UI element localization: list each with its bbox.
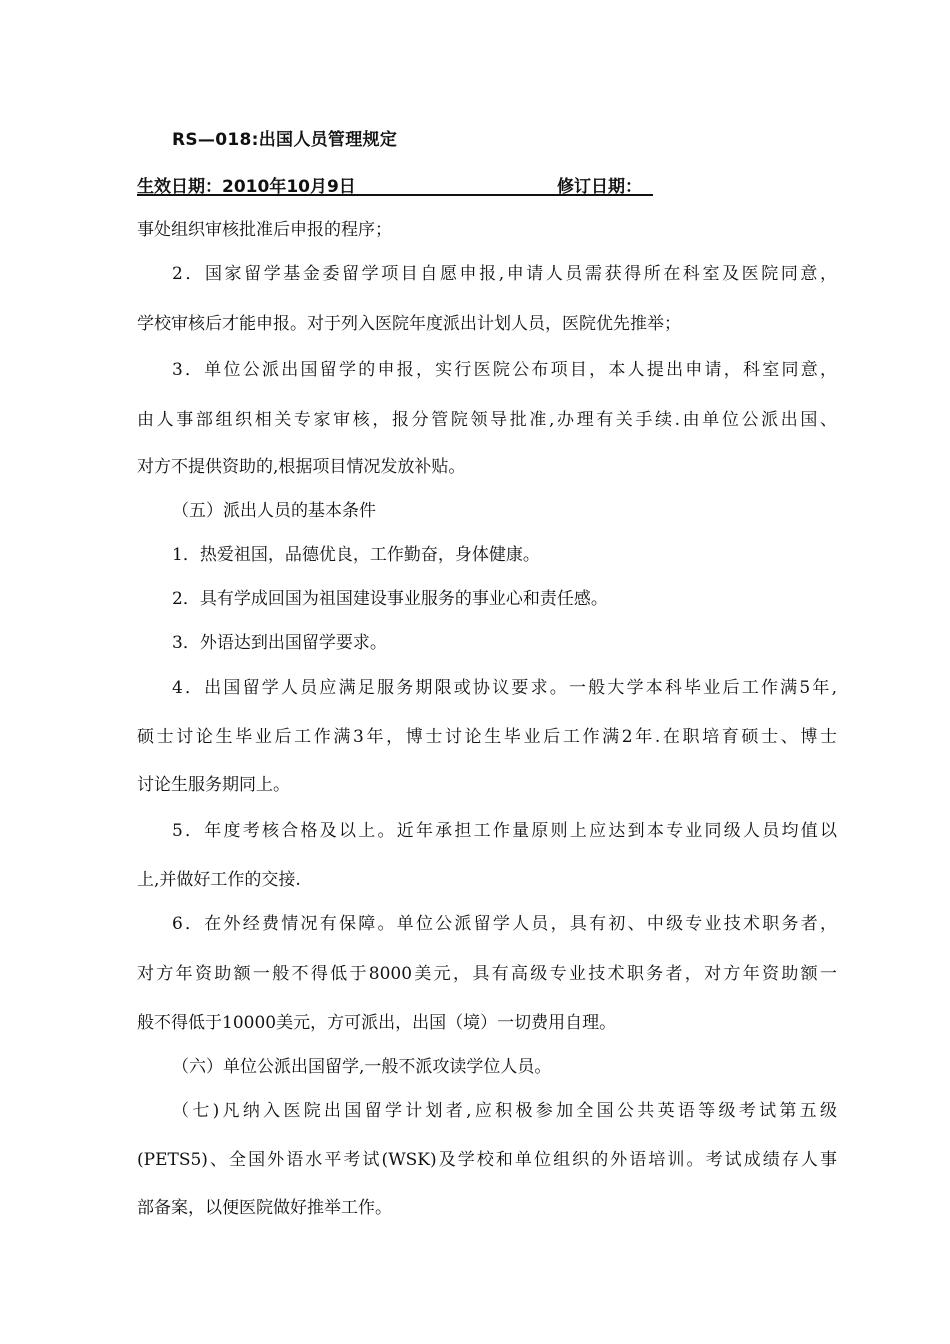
body-line: 讨论生服务期同上。 [137, 775, 290, 795]
body-line: 1．热爱祖国，品德优良，工作勤奋，身体健康。 [172, 545, 540, 565]
effective-date: 生效日期：2010年10月9日 [137, 177, 356, 197]
body-line: 般不得低于10000美元，方可派出，出国（境）一切费用自理。 [137, 1013, 617, 1033]
body-line: 2．具有学成回国为祖国建设事业服务的事业心和责任感。 [172, 589, 608, 609]
body-line: 3．单位公派出国留学的申报，实行医院公布项目，本人提出申请，科室同意， [172, 360, 837, 380]
body-line: 由人事部组织相关专家审核，报分管院领导批准,办理有关手续.由单位公派出国、 [137, 410, 837, 430]
body-line: 5．年度考核合格及以上。近年承担工作量原则上应达到本专业同级人员均值以 [172, 821, 837, 841]
body-line: 2．国家留学基金委留学项目自愿申报,申请人员需获得所在科室及医院同意， [172, 264, 837, 284]
body-line: 上,并做好工作的交接. [137, 870, 301, 890]
section-heading: （五）派出人员的基本条件 [172, 501, 376, 521]
body-line: 对方年资助额一般不得低于8000美元，具有高级专业技术职务者，对方年资助额一 [137, 964, 837, 984]
revision-date: 修订日期： [557, 177, 642, 197]
body-line: (PETS5)、全国外语水平考试(WSK)及学校和单位组织的外语培训。考试成绩存人事 [137, 1150, 837, 1170]
body-line: 事处组织审核批准后申报的程序； [137, 220, 392, 240]
body-line: 硕士讨论生毕业后工作满3年，博士讨论生毕业后工作满2年.在职培育硕士、博士 [137, 727, 837, 747]
document-title: RS—018:出国人员管理规定 [172, 130, 398, 150]
body-line: 部备案，以便医院做好推举工作。 [137, 1198, 392, 1218]
section-heading: （六）单位公派出国留学,一般不派攻读学位人员。 [172, 1057, 552, 1077]
body-line: 6．在外经费情况有保障。单位公派留学人员，具有初、中级专业技术职务者， [172, 914, 837, 934]
body-line: 4．出国留学人员应满足服务期限或协议要求。一般大学本科毕业后工作满5年, [172, 678, 837, 698]
body-line: 学校审核后才能申报。对于列入医院年度派出计划人员，医院优先推举； [137, 314, 681, 334]
date-row [137, 170, 653, 196]
body-line: 3．外语达到出国留学要求。 [172, 633, 387, 653]
body-line: 对方不提供资助的,根据项目情况发放补贴。 [137, 457, 466, 477]
body-line: （七)凡纳入医院出国留学计划者,应积极参加全国公共英语等级考试第五级 [172, 1101, 837, 1121]
